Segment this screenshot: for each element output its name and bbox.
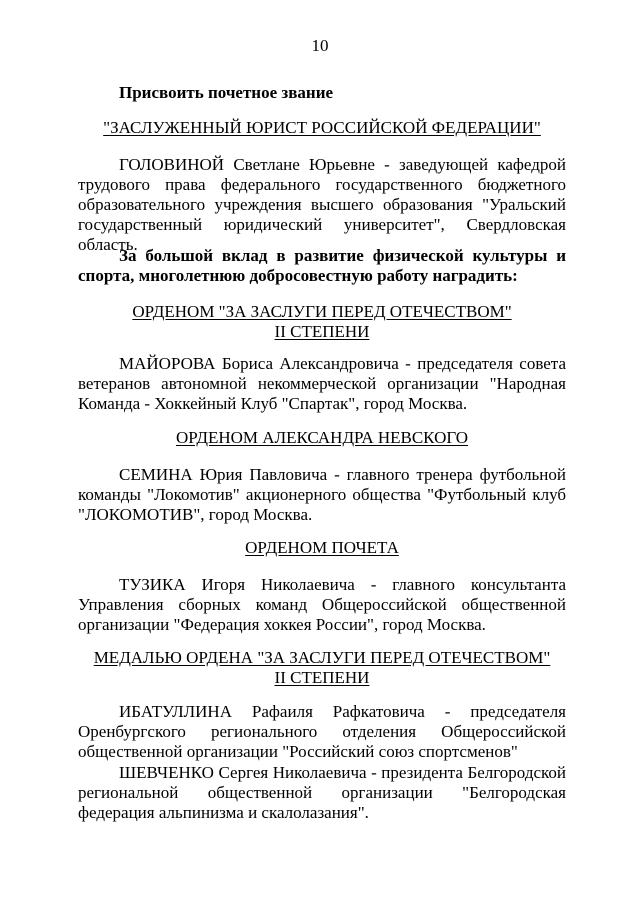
paragraph-ibatullin xyxy=(78,702,566,762)
title-order-merit-2-line2: II СТЕПЕНИ xyxy=(274,322,370,341)
title-medal-merit-2-line2: II СТЕПЕНИ xyxy=(274,668,370,687)
paragraph-shevchenko xyxy=(78,763,566,823)
name-ibatullin: ИБАТУЛЛИНА xyxy=(119,702,232,721)
title-order-honour xyxy=(78,538,566,558)
text-shevchenko: Сергея Николаевича - президента Белгородской региональной общественной организации "Белгородская федерация альпинизма и скалолазания". xyxy=(78,763,567,822)
text-semin: Юрия Павловича - главного тренера футбольной команды "Локомотив" акционерного общества "Футбольный клуб "ЛОКОМОТИВ", город Москва. xyxy=(78,465,566,524)
text-mayorov: Бориса Александровича - председателя совета ветеранов автономной некоммерческой организации "Народная Команда - Хоккейный Клуб "Спартак", город Москва. xyxy=(78,354,566,413)
title-order-merit-2-line1: ОРДЕНОМ "ЗА ЗАСЛУГИ ПЕРЕД ОТЕЧЕСТВОМ" xyxy=(132,302,512,321)
paragraph-golovina xyxy=(78,155,566,255)
text-tuzik: Игоря Николаевича - главного консультанта Управления сборных команд Общероссийской общественной организации "Федерация хоккея России", город Москва. xyxy=(78,575,567,634)
name-tuzik: ТУЗИКА xyxy=(119,575,186,594)
intro-line: Присвоить почетное звание xyxy=(119,83,334,102)
title-order-honour-text: ОРДЕНОМ ПОЧЕТА xyxy=(245,538,399,557)
award-intro: За большой вклад в развитие физической культуры и спорта, многолетнюю добросовестную работу наградить: xyxy=(78,246,566,285)
title-honored-lawyer-text: "ЗАСЛУЖЕННЫЙ ЮРИСТ РОССИЙСКОЙ ФЕДЕРАЦИИ" xyxy=(103,118,541,137)
page-number: 10 xyxy=(311,36,329,55)
title-medal-merit-2-line1: МЕДАЛЬЮ ОРДЕНА "ЗА ЗАСЛУГИ ПЕРЕД ОТЕЧЕСТВОМ" xyxy=(93,648,551,667)
name-golovina: ГОЛОВИНОЙ xyxy=(119,155,225,174)
title-order-merit-2 xyxy=(78,302,566,342)
title-order-nevsky xyxy=(78,428,566,448)
text-ibatullin: Рафаиля Рафкатовича - председателя Оренбургского регионального отделения Общероссийской общественной организации "Российский союз спортсменов" xyxy=(78,702,566,761)
name-semin: СЕМИНА xyxy=(119,465,193,484)
paragraph-semin xyxy=(78,465,566,525)
text-golovina: Светлане Юрьевне - заведующей кафедрой трудового права федерального государственного бюджетного образовательного учреждения высшего образования "Уральский государственный юридический университет", Свердловская область. xyxy=(78,155,566,254)
title-order-nevsky-text: ОРДЕНОМ АЛЕКСАНДРА НЕВСКОГО xyxy=(175,428,469,447)
name-shevchenko: ШЕВЧЕНКО xyxy=(119,763,214,782)
title-medal-merit-2 xyxy=(78,648,566,688)
name-mayorov: МАЙОРОВА xyxy=(119,354,216,373)
title-honored-lawyer xyxy=(78,118,566,138)
paragraph-tuzik xyxy=(78,575,566,635)
paragraph-mayorov xyxy=(78,354,566,414)
